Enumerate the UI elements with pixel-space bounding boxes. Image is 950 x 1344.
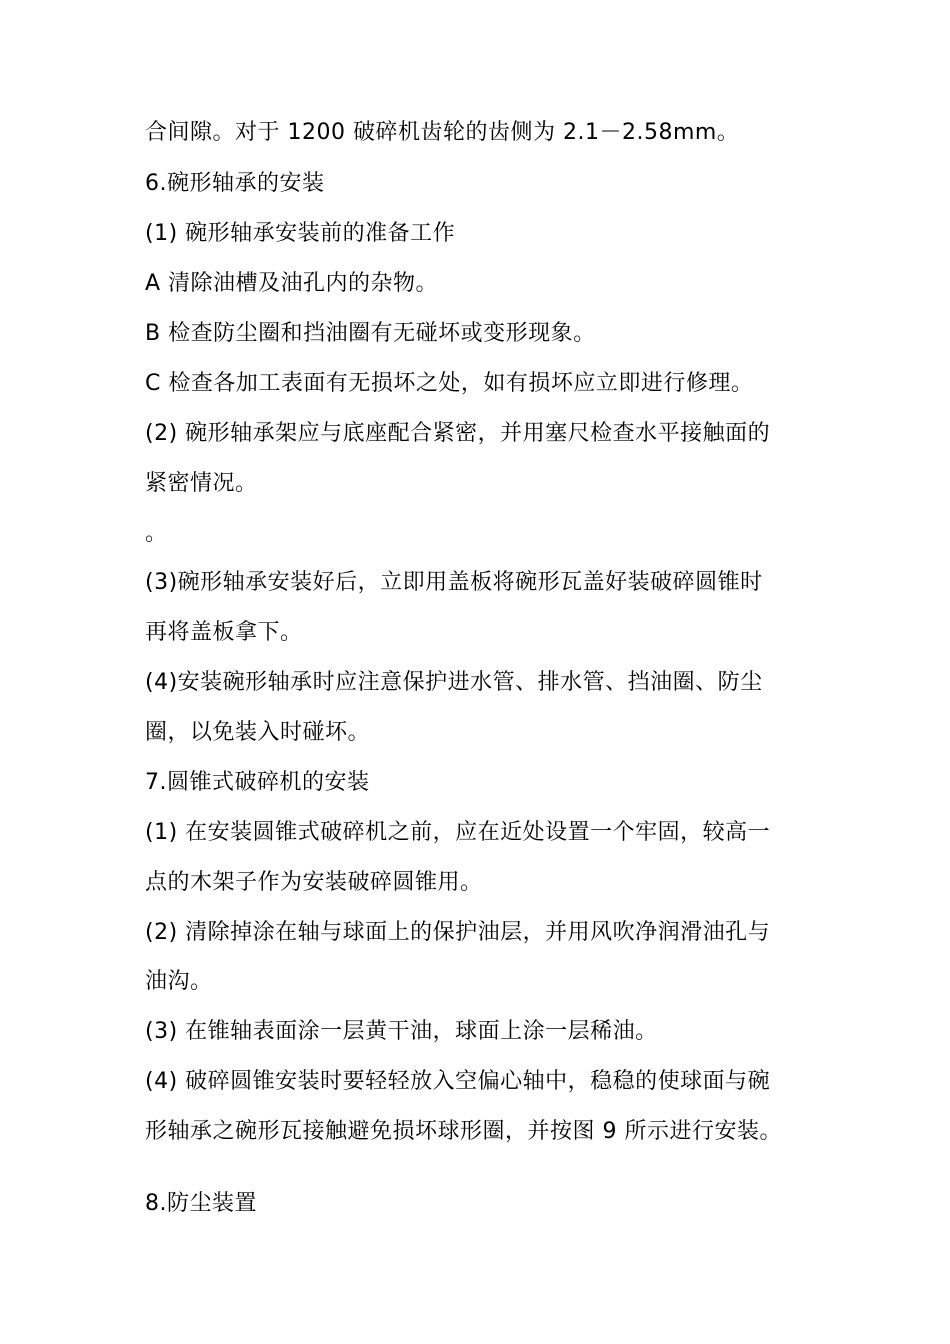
text-line-7-2-cont: 油沟。	[145, 969, 213, 994]
section-heading-8: 8.防尘装置	[145, 1191, 257, 1216]
text-line-6-1: (1) 碗形轴承安装前的准备工作	[145, 221, 456, 246]
text-line-7-4-cont: 形轴承之碗形瓦接触避免损坏球形圈，并按图 9 所示进行安装。	[145, 1119, 782, 1144]
text-line-7-3: (3) 在锥轴表面涂一层黄干油，球面上涂一层稀油。	[145, 1019, 658, 1044]
text-line-gear-clearance: 合间隙。对于 1200 破碎机齿轮的齿侧为 2.1－2.58mm。	[145, 120, 740, 145]
text-line-period: 。	[145, 521, 168, 546]
text-line-6-2-cont: 紧密情况。	[145, 471, 258, 496]
section-heading-7: 7.圆锥式破碎机的安装	[145, 770, 370, 795]
text-line-7-4: (4) 破碎圆锥安装时要轻轻放入空偏心轴中，稳稳的使球面与碗	[145, 1069, 771, 1094]
text-line-6-1-b: B 检查防尘圈和挡油圈有无碰坏或变形现象。	[145, 321, 596, 346]
text-line-6-2: (2) 碗形轴承架应与底座配合紧密，并用塞尺检查水平接触面的	[145, 421, 771, 446]
text-line-6-1-c: C 检查各加工表面有无损坏之处，如有损坏应立即进行修理。	[145, 371, 754, 396]
text-line-6-1-a: A 清除油槽及油孔内的杂物。	[145, 271, 439, 296]
text-line-7-1-cont: 点的木架子作为安装破碎圆锥用。	[145, 870, 483, 895]
text-line-6-3: (3)碗形轴承安装好后，立即用盖板将碗形瓦盖好装破碎圆锥时	[145, 570, 763, 595]
section-heading-6: 6.碗形轴承的安装	[145, 171, 325, 196]
text-line-7-2: (2) 清除掉涂在轴与球面上的保护油层，并用风吹净润滑油孔与	[145, 920, 771, 945]
text-line-6-3-cont: 再将盖板拿下。	[145, 620, 303, 645]
text-line-6-4: (4)安装碗形轴承时应注意保护进水管、排水管、挡油圈、防尘	[145, 670, 763, 695]
text-line-7-1: (1) 在安装圆锥式破碎机之前，应在近处设置一个牢固，较高一	[145, 820, 771, 845]
text-line-6-4-cont: 圈，以免装入时碰坏。	[145, 720, 371, 745]
